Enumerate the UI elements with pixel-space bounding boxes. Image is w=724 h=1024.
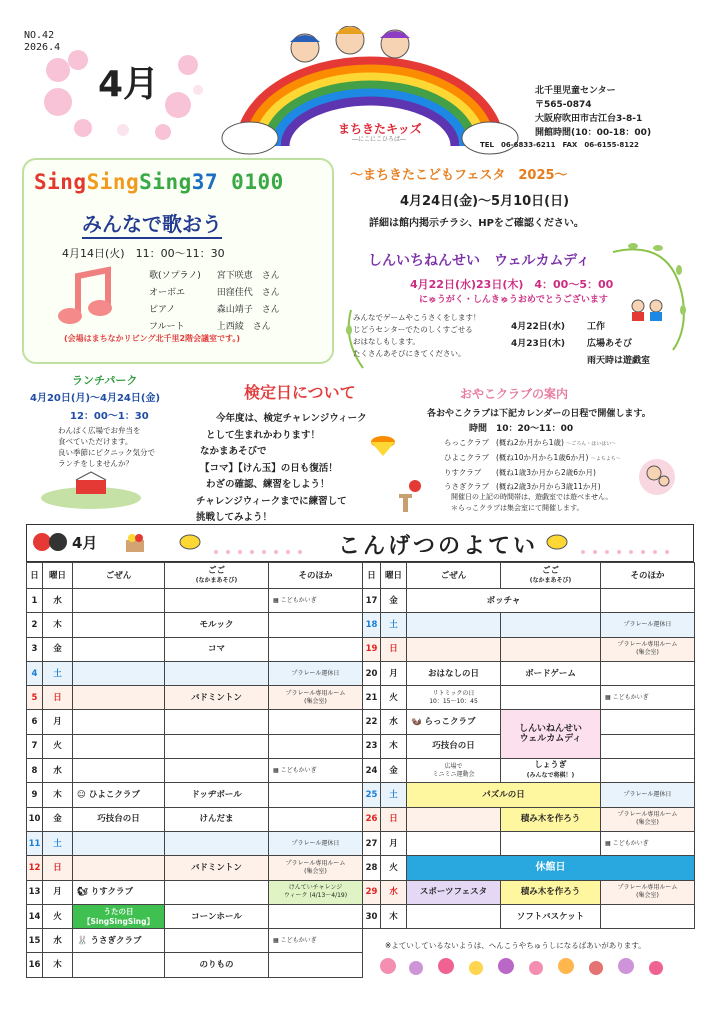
welcome-body-line: たくさんあそびにきてください。 [353, 349, 466, 358]
oyako-club-list [444, 436, 621, 494]
lunch-date: 4月20日(月)～4月24日(金) [30, 393, 161, 404]
calendar-row: 21 火 リトミックの日 10：15～10：45 ▦ こどもかいぎ [363, 686, 695, 710]
kids-icon [628, 298, 668, 322]
oyako-note-line: 開催日の上記の時間帯は、遊戯室では遊べません。 [451, 493, 613, 501]
kentei-body-line: として生まれかわります！ [206, 429, 321, 441]
opening-hours: 開館時間(10：00-18：00) [535, 128, 652, 138]
kentei-body-line: わざの確認、練習をしよう！ [206, 479, 330, 490]
oyako-time: 時間 10：20～11：00 [469, 424, 574, 434]
col-other: そのほか [269, 563, 363, 589]
sing-title-part: Sing [86, 170, 140, 194]
calendar-row: 1 水 ▦ こどもかいぎ [27, 589, 363, 613]
col-pm-label: ごご [541, 565, 559, 576]
calendar-row: 24 金 広場で ミニミニ運動会 しょうぎ (みんなで将棋！) [363, 759, 695, 783]
issue-date: 2026.4 [24, 42, 61, 53]
welcome-title: しんいちねんせい ウェルカムディ [368, 253, 591, 269]
club-age: (概ね2歳3か月から3歳11か月) [496, 482, 601, 491]
calendar-row: 7 火 [27, 734, 363, 758]
calendar-title: こんげつのよてい [338, 534, 539, 559]
welcome-schedule-event: 雨天時は遊戯室 [587, 356, 651, 366]
lunch-body-line: わんぱく広場でお弁当を [58, 426, 141, 435]
calendar-row: 27 月 ▦ こどもかいぎ [363, 831, 695, 855]
calendar-header-row [27, 563, 363, 589]
calendar-row: 4 土 プラレール運休日 [27, 661, 363, 685]
sing-title [34, 170, 284, 194]
calendar-header-row [363, 563, 695, 589]
club-note: ～よちよち～ [590, 456, 621, 462]
calendar-row: 10 金 巧技台の日 けんだま [27, 807, 363, 831]
performer-name: 宮下咲恵 さん [216, 271, 280, 281]
calendar-row: 26 日 積み木を作ろう プラレール専用ルーム (集会室) [363, 807, 695, 831]
issue-number: NO.42 [24, 30, 55, 41]
postal-code: 〒565-0874 [535, 100, 592, 110]
calendar-row: 28 火 休館日 [363, 856, 695, 880]
welcome-schedule-row [511, 336, 650, 353]
calendar-row: 16 木 のりもの [27, 953, 363, 977]
col-pm-sub: (なかまあそび) [195, 576, 238, 584]
bee-decoration-right [543, 530, 683, 558]
bee-decoration [176, 530, 316, 558]
performer-name: 田窪佳代 さん [216, 288, 280, 298]
calendar-row: 15 水 🐰 うさぎクラブ ▦ こどもかいぎ [27, 929, 363, 953]
music-note-icon [48, 266, 128, 326]
welcome-schedule [511, 319, 650, 370]
festa-date: 4月24日(金)～5月10日(日) [400, 194, 570, 209]
sing-venue-note: (会場はまちなかリビング北千里2階会議室です。) [64, 334, 241, 343]
lunch-time: 12：00～1：30 [70, 411, 149, 422]
flower-icon [32, 530, 68, 554]
contact-phone: TEL 06-6833-6211 FAX 06-6155-8122 [480, 141, 639, 149]
sing-subtitle: みんなで歌おう [82, 208, 222, 239]
calendar-row: 13 月 🐿 りすクラブ けんていチャレンジ ウィーク (4/13～4/19) [27, 880, 363, 904]
calendar-row: 2 木 モルック [27, 613, 363, 637]
col-dow: 曜日 [43, 563, 73, 589]
calendar-row: 30 木 ソフトバスケット [363, 904, 695, 928]
festa-detail: 詳細は館内掲示チラシ、HPをご確認ください。 [369, 218, 584, 229]
club-name: うさぎクラブ [444, 482, 489, 491]
lunch-body [58, 425, 155, 469]
month-heading: 4月 [98, 64, 160, 105]
picnic-icon [36, 470, 146, 510]
oyako-title: おやこクラブの案内 [460, 387, 569, 401]
col-pm-label: ごご [207, 565, 225, 576]
calendar-row: 29 水 スポーツフェスタ 積み木を作ろう プラレール専用ルーム (集会室) [363, 880, 695, 904]
oyako-club-item [444, 436, 621, 451]
oyako-intro: 各おやこクラブは下記カレンダーの日程で開催します。 [427, 409, 651, 419]
welcome-schedule-row [511, 353, 650, 370]
club-age: (概ね2か月から1歳) [496, 438, 564, 447]
club-age: (概ね10か月から1歳6か月) [496, 453, 589, 462]
oyako-note-line: ＊らっこクラブは集会室にて開催します。 [451, 504, 584, 512]
welcome-body-line: みんなでゲームやこうさくをします！ [353, 313, 481, 322]
welcome-body [353, 312, 481, 360]
festa-title: ～まちきたこどもフェスタ 2025～ [350, 168, 568, 183]
col-am: ごぜん [73, 563, 165, 589]
sing-title-part: Sing [139, 170, 192, 194]
oyako-notes [451, 492, 612, 514]
col-day: 日 [363, 563, 381, 589]
kendama-icon [395, 478, 425, 514]
performer-name: 上西綾 さん [216, 322, 271, 332]
welcome-schedule-event: 工作 [587, 322, 606, 332]
calendar-left [26, 562, 363, 978]
kentei-body-line: 挑戦してみよう！ [196, 512, 273, 523]
kentei-title: 検定日について [244, 383, 356, 402]
col-dow: 曜日 [381, 563, 407, 589]
center-info [535, 84, 651, 140]
col-am: ごぜん [407, 563, 501, 589]
performer-part: フルート [149, 322, 185, 332]
oyako-club-item [444, 466, 621, 480]
basket-icon [124, 532, 146, 554]
calendar-row: 5 日 バドミントン プラレール専用ルーム (集会室) [27, 686, 363, 710]
club-name: りすクラブ [444, 468, 482, 477]
performer-part: オーボエ [149, 288, 186, 298]
center-name: 北千里児童センター [535, 86, 616, 96]
club-note: ～ごろん・はいはい～ [566, 441, 617, 447]
sing-title-part: 37 [191, 170, 219, 194]
performer-part: ピアノ [149, 305, 176, 315]
kentei-body-line: なかまあそびで [200, 446, 267, 457]
kentei-body-line: チャレンジウィークまでに練習して [196, 495, 347, 507]
calendar-month: 4月 [72, 534, 98, 552]
club-age: (概ね1歳3か月から2歳6か月) [496, 468, 596, 477]
col-pm [501, 563, 601, 589]
calendar-row: 20 月 おはなしの日 ボードゲーム [363, 661, 695, 685]
kentei-body-line: 今年度は、検定チャレンジウィーク [216, 413, 367, 424]
spinning-top-icon [368, 430, 398, 458]
calendar-row: 23 木 巧技台の日 [363, 734, 695, 758]
sing-title-part: Sing [34, 170, 87, 194]
calendar-row: 14 火 うたの日 【SingSingSing】 コーンホール [27, 904, 363, 928]
lunch-body-line: 食べていただけます。 [58, 437, 133, 446]
calendar-row: 12 日 バドミントン プラレール専用ルーム (集会室) [27, 856, 363, 880]
performer-row [149, 286, 294, 301]
calendar-row: 17 金 ボッチャ [363, 589, 695, 613]
welcome-body-line: おはなしもします。 [353, 337, 420, 346]
logo-text: まちきたキッズ [338, 122, 422, 136]
welcome-date: 4月22日(水)23日(木) 4：00～5：00 [410, 278, 614, 291]
lunch-title: ランチパーク [72, 374, 138, 387]
parent-child-icon [632, 455, 682, 499]
performer-name: 森山靖子 さん [216, 305, 280, 315]
flowers-footer-decoration [376, 954, 686, 980]
address: 大阪府吹田市古江台3-8-1 [535, 114, 643, 124]
club-name: らっこクラブ [444, 438, 489, 447]
calendar-row: 11 土 プラレール運休日 [27, 831, 363, 855]
calendar-row: 18 土 プラレール運休日 [363, 613, 695, 637]
col-pm [165, 563, 269, 589]
sing-date: 4月14日(火) 11：00～11：30 [62, 247, 225, 260]
welcome-message: にゅうがく・しんきゅうおめでとうございます [419, 295, 608, 305]
welcome-schedule-event: 広場あそび [587, 339, 633, 349]
kentei-body [196, 411, 367, 527]
calendar-row: 6 月 [27, 710, 363, 734]
performer-row [149, 269, 294, 284]
club-name: ひよこクラブ [444, 453, 489, 462]
logo-subtext: ―にこにこひろば― [352, 136, 407, 143]
performer-part: 歌(ソプラノ) [149, 271, 201, 281]
calendar-row: 19 日 プラレール専用ルーム (集会室) [363, 637, 695, 661]
calendar-row: 3 金 コマ [27, 637, 363, 661]
calendar-right [362, 562, 695, 929]
calendar-footnote: ※よていしているないようは、へんこうやちゅうしになるばあいがあります。 [385, 941, 646, 950]
welcome-schedule-day: 4月22日(水) [511, 322, 566, 332]
performer-row [149, 303, 294, 318]
lunch-body-line: 良い季節にピクニック気分で [58, 448, 156, 457]
calendar-row: 22 水 🦦 らっこクラブ しんいねんせい ウェルカムディ [363, 710, 695, 734]
calendar-row: 8 水 ▦ こどもかいぎ [27, 759, 363, 783]
sing-title-part: 0100 [218, 170, 284, 194]
calendar-row: 25 土 パズルの日 プラレール運休日 [363, 783, 695, 807]
col-day: 日 [27, 563, 43, 589]
performer-list [147, 267, 296, 337]
oyako-club-item [444, 451, 621, 466]
welcome-schedule-day: 4月23日(木) [511, 339, 566, 349]
welcome-body-line: じどうセンターでたのしくすごせる [353, 325, 473, 334]
kentei-body-line: 【コマ】【けん玉】の日も復活！ [200, 462, 338, 474]
calendar-row: 9 木 ☺ ひよこクラブ ドッヂボール [27, 783, 363, 807]
col-pm-sub: (なかまあそび) [529, 576, 572, 584]
lunch-body-line: ランチをしませんか？ [58, 459, 133, 468]
col-other: そのほか [601, 563, 695, 589]
